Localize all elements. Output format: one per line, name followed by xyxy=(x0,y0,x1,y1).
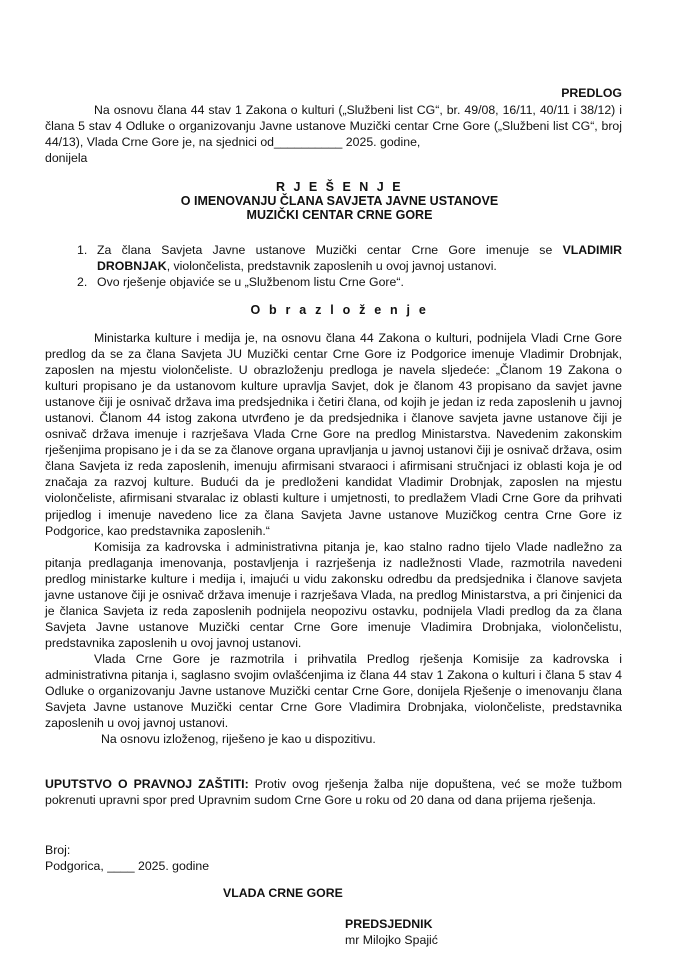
list-item-number: 2. xyxy=(77,275,88,290)
issuer-name: VLADA CRNE GORE xyxy=(223,886,343,900)
predlog-label: PREDLOG xyxy=(561,86,622,100)
list-item-text: Ovo rješenje objaviće se u „Službenom listu Crne Gore“. xyxy=(97,275,404,290)
list-item xyxy=(72,242,622,274)
decision-title: R J E Š E N J E xyxy=(275,180,404,194)
signatory-name: mr Milojko Spajić xyxy=(345,933,438,947)
list-item-number: 1. xyxy=(77,243,88,257)
obrazlozenje-heading: O b r a z l o ž e n j e xyxy=(250,303,429,317)
body-paragraph-2: Komisija za kadrovska i administrativna pitanja je, kao stalno radno tijelo Vlade nadležno za pitanja predlaganja imenovanja, postavljenja i razrješenja iz nadležnosti Vlade, razmotrila navedeni predlog ministarke kulture i medija i, imajući u vidu zakonsku odredbu da predsjednika i članove savjeta javne ustanove čiji je osnivač država imenuje i razrješava Vlada, na predlog Ministarstva, a pri činjenici da je članica Savjeta iz reda zaposlenih podnijela neopozivu ostavku, podnijela Vladi predlog da za člana Savjeta Javne ustanove Muzički centar Crne Gore imenuje Vladimira Drobnjaka, violončelistu, predstavnika zaposlenih u ovoj javnoj ustanovi. xyxy=(45,539,622,650)
legal-remedy-text: Protiv ovog rješenja žalba nije dopuštena, već se može tužbom pokrenuti upravni spor pred Upravnim sudom Crne Gore u roku od 20 dana od dana prijema rješenja. xyxy=(45,777,622,808)
list-item xyxy=(72,274,622,290)
intro-legal-basis: Na osnovu člana 44 stav 1 Zakona o kulturi („Službeni list CG“, br. 49/08, 16/11, 40/11 i 38/12) i člana 5 stav 4 Odluke o organizovanju Javne ustanove Muzički centar Crne Gore („Službeni list CG“, broj 44/13), Vlada Crne Gore je, na sjednici od__________ 2025. godine, xyxy=(45,103,622,150)
broj-label: Broj: xyxy=(45,843,71,857)
legal-remedy-label: UPUTSTVO O PRAVNOJ ZAŠTITI: xyxy=(45,777,249,791)
appointee-name: VLADIMIR DROBNJAK xyxy=(97,243,622,274)
list-item-text-end: , violončelista, predstavnik zaposlenih u ovoj javnoj ustanovi. xyxy=(166,259,497,274)
intro-paragraph xyxy=(45,102,622,166)
body-paragraph-3: Vlada Crne Gore je razmotrila i prihvatila Predlog rješenja Komisije za kadrovska i administrativna pitanja i, saglasno svojim ovlašćenjima iz člana 44 stav 1 Zakona o kulturi i člana 5 stav 4 Odluke o organizovanju Javne ustanove Muzički centar Crne Gore, donijela Rješenje o imenovanju člana Savjeta Javne ustanove Muzički centar Crne Gore Vladimira Drobnjaka, violončeliste, predstavnika zaposlenih u ovoj javnoj ustanovi. xyxy=(45,651,622,731)
decision-items-list xyxy=(72,242,622,290)
signatory-title: PREDSJEDNIK xyxy=(345,917,433,931)
decision-subtitle-line-1: O IMENOVANJU ČLANA SAVJETA JAVNE USTANOVE xyxy=(180,194,499,208)
list-item-text: Za člana Savjeta Javne ustanove Muzički centar Crne Gore imenuje se xyxy=(97,243,563,257)
place-date: Podgorica, ____ 2025. godine xyxy=(45,859,210,874)
body-paragraph-4: Na osnovu izloženog, riješeno je kao u dispozitivu. xyxy=(101,732,376,747)
legal-remedy-instruction xyxy=(45,776,622,808)
document-number-block xyxy=(45,842,209,874)
body-paragraph-1: Ministarka kulture i medija je, na osnovu člana 44 Zakona o kulturi, podnijela Vladi Crne Gore predlog da se za člana Savjeta JU Muzički centar Crne Gore iz Podgorice imenuje Vladimir Drobnjak, zaposlen na mjestu violončeliste. U obrazloženju predloga je navela sljedeće: „Članom 19 Zakona o kulturi propisano je da ustanovom kulture upravlja Savjet, dok je članom 43 propisano da savjet javne ustanove čiji je osnivač država ima predsjednika i četiri člana, od kojih je jedan iz reda zaposlenih u javnoj ustanovi. Članom 44 istog zakona utvrđeno je da predsjednika i članove savjeta javne ustanove čiji je osnivač država imenuje i razrješava Vlada Crne Gore na predlog Ministarstva. Navedenim zakonskim rješenjima propisano je i da se za članove organa upravljanja u javnoj ustanovi čiji je osnivač država, osim člana Savjeta iz reda zaposlenih, imenuju afirmisani stvaraoci i afirmisani stručnjaci iz oblasti koja je od značaja za razvoj kulture. Budući da je predloženi kandidat Vladimir Drobnjak, zaposlen na mjestu violončeliste, afirmisani stvaralac iz oblasti kulture i umjetnosti, to predlažem Vladi Crne Gore da prihvati prijedlog i imenuje navedeno lice za člana Savjeta Javne ustanove Muzičkog centra Crne Gore iz Podgorice, kao predstavnika zaposlenih.“ xyxy=(45,331,622,538)
obrazlozenje-body xyxy=(45,330,622,747)
decision-subtitle-line-2: MUZIČKI CENTAR CRNE GORE xyxy=(246,208,433,222)
intro-donijela: donijela xyxy=(45,151,88,166)
